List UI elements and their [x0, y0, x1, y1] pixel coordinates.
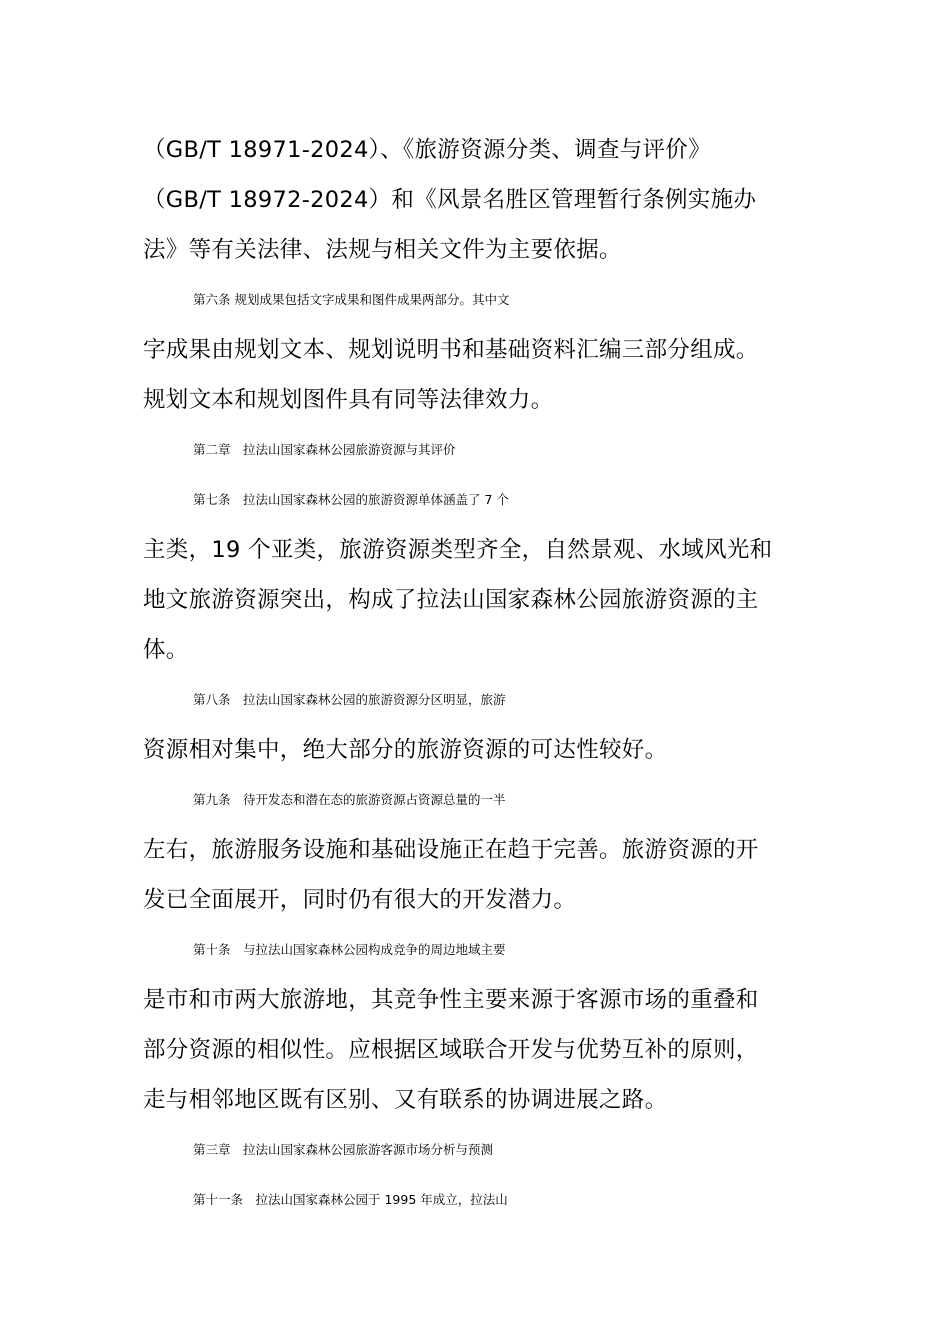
chapter-2-heading: 第二章 拉法山国家森林公园旅游资源与其评价 [193, 442, 456, 457]
text-line: 资源相对集中，绝大部分的旅游资源的可达性较好。 [143, 737, 668, 763]
text-line: 字成果由规划文本、规划说明书和基础资料汇编三部分组成。 [143, 337, 759, 363]
article-10-first-line: 第十条 与拉法山国家森林公园构成竞争的周边地域主要 [193, 942, 506, 957]
article-9-first-line: 第九条 待开发态和潜在态的旅游资源占资源总量的一半 [193, 792, 506, 807]
text-line: 法》等有关法律、法规与相关文件为主要依据。 [143, 237, 622, 263]
article-7-first-line: 第七条 拉法山国家森林公园的旅游资源单体涵盖了 7 个 [193, 492, 509, 507]
article-11-first-line: 第十一条 拉法山国家森林公园于 1995 年成立，拉法山 [193, 1192, 508, 1207]
text-line: 主类，19 个亚类，旅游资源类型齐全，自然景观、水域风光和 [143, 537, 773, 563]
text-line: 地文旅游资源突出，构成了拉法山国家森林公园旅游资源的主 [143, 587, 759, 613]
text-line: 体。 [143, 637, 189, 663]
text-line: 左右，旅游服务设施和基础设施正在趋于完善。旅游资源的开 [143, 837, 759, 863]
text-line: 是市和市两大旅游地，其竞争性主要来源于客源市场的重叠和 [143, 987, 759, 1013]
text-line: 规划文本和规划图件具有同等法律效力。 [143, 387, 554, 413]
article-6-first-line: 第六条 规划成果包括文字成果和图件成果两部分。其中文 [193, 292, 510, 307]
article-8-first-line: 第八条 拉法山国家森林公园的旅游资源分区明显，旅游 [193, 692, 506, 707]
text-line: （GB/T 18971-2024）、《旅游资源分类、调查与评价》 [143, 137, 711, 163]
text-line: 发已全面展开，同时仍有很大的开发潜力。 [143, 887, 577, 913]
text-line: （GB/T 18972-2024）和《风景名胜区管理暂行条例实施办 [143, 187, 757, 213]
chapter-3-heading: 第三章 拉法山国家森林公园旅游客源市场分析与预测 [193, 1142, 494, 1157]
text-line: 走与相邻地区既有区别、又有联系的协调进展之路。 [143, 1087, 668, 1113]
text-line: 部分资源的相似性。应根据区域联合开发与优势互补的原则， [143, 1037, 759, 1063]
